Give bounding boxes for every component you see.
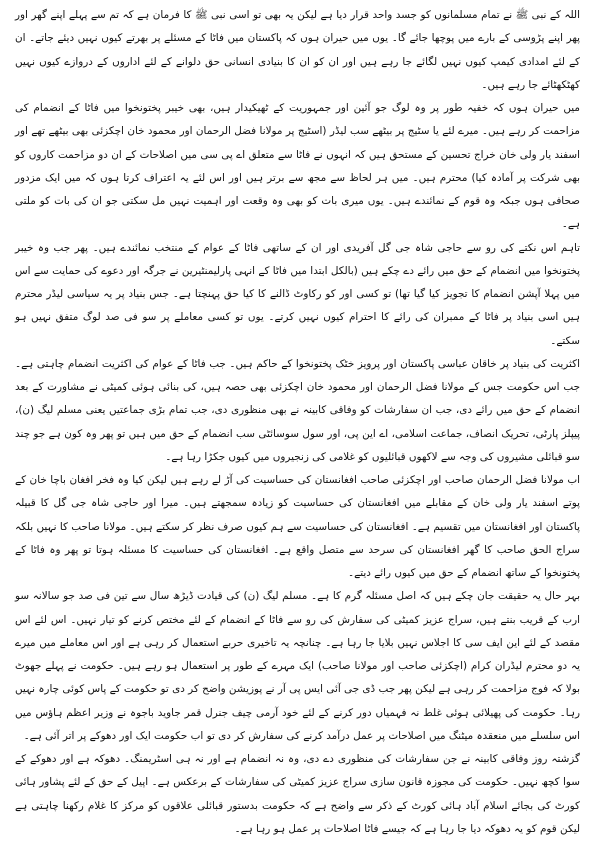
- article-paragraph: گزشتہ روز وفاقی کابینہ نے جن سفارشات کی منظوری دے دی، وہ نہ انضمام ہے اور نہ ہی اسٹریمنگ۔ دھوکہ ہے اور دھوکے کے سوا کچھ نہیں۔ حکومت کی مجوزہ قانون سازی سراج عزیز کمیٹی کی سفارشات کے برعکس ہے۔ اپیل کے حق کے لئے پشاور ہائی کورٹ کی بجائے اسلام آباد ہائی کورٹ کے ذکر سے واضح ہے کہ حکومت بدستور قبائلی علاقوں کو مرکز کا غلام رکھنا چاہتی ہے لیکن قوم کو یہ دھوکہ دیا جا رہا ہے کہ جیسے فاٹا اصلاحات پر عمل ہو رہا ہے۔: [15, 753, 580, 835]
- article-paragraph: اب مولانا فضل الرحمان صاحب اور اچکزئی صاحب افغانستان کی حساسیت کی آڑ لے رہے ہیں لیکن کیا وہ فخر افغان باچا خان کے پوتے اسفند یار ولی خان کے مقابلے میں افغانستان کی حساسیت کو زیادہ سمجھتے ہیں۔ میرا اور حاجی شاہ جی گل کا قبیلہ پاکستان اور افغانستان میں تقسیم ہے۔ افغانستان کی حساسیت سے ہم کیوں صرف نظر کر سکتے ہیں۔ مولانا صاحب کا نہیں بلکہ سراج الحق صاحب کا گھر افغانستان کی سرحد سے متصل واقع ہے۔ افغانستان کی حساسیت کا مسئلہ ہوتا تو پھر وہ فاٹا کے پختونخوا کے ساتھ انضمام کے حق میں کیوں رائے دیتے۔: [15, 474, 580, 579]
- article-paragraph: اکثریت کی بنیاد پر خاقان عباسی پاکستان اور پرویز خٹک پختونخوا کے حاکم ہیں۔ جب فاٹا کے عوام کی اکثریت انضمام چاہتی ہے۔ جب اس حکومت جس کے مولانا فضل الرحمان اور محمود خان اچکزئی بھی حصہ ہیں، کی بنائی ہوئی کمیٹی نے مشاورت کے بعد انضمام کے حق میں رائے دی، جب ان سفارشات کو وفاقی کابینہ نے بھی منظوری دی، جب تمام بڑی جماعتیں یعنی مسلم لیگ (ن)، پیپلز پارٹی، تحریک انصاف، جماعت اسلامی، اے این پی، اور سول سوسائٹی سب انضمام کے حق میں ہیں تو پھر وہ کون ہے جو چند سو قبائلی مشیروں کی وجہ سے لاکھوں قبائلیوں کو غلامی کی زنجیروں میں کیوں جکڑا رہا ہے۔: [15, 357, 580, 463]
- article-paragraph: بہر حال یہ حقیقت جان چکے ہیں کہ اصل مسئلہ گرم کا ہے۔ مسلم لیگ (ن) کی قیادت ڈیڑھ سال سے تین فی صد جو سالانہ سو ارب کے قریب بنتے ہیں، سراج عزیز کمیٹی کی سفارش کی رو سے فاٹا کے انضمام کے لئے مختص کرنے کو تیار نہیں۔ اس لئے اس مقصد کے لئے این ایف سی کا اجلاس نہیں بلایا جا رہا ہے۔ چنانچہ یہ تاخیری حربے استعمال کر رہی ہے اور اس معاملے میں میرے یہ دو محترم لیڈران کرام (اچکزئی صاحب اور مولانا صاحب) ایک مہرے کے طور پر استعمال ہو رہے ہیں۔ حکومت نے پہلے جھوٹ بولا کہ فوج مزاحمت کر رہی ہے لیکن پھر جب ڈی جی آئی ایس پی آر نے پوزیشن واضح کر دی تو حکومت کے پاس کوئی چارہ نہیں رہا۔ حکومت کی پھیلائی ہوئی غلط نہ فہمیاں دور کرنے کے لئے خود آرمی چیف جنرل قمر جاوید باجوہ نے وزیر اعظم ہاؤس میں اس سلسلے میں منعقدہ میٹنگ میں اصلاحات پر عمل درآمد کرنے کی سفارش کر دی تو اب حکومت ایک اور دھوکے پر اتر آئی ہے۔: [15, 590, 580, 742]
- article-paragraph: تاہم اس نکتے کی رو سے حاجی شاہ جی گل آفریدی اور ان کے ساتھی فاٹا کے عوام کے منتخب نمائندے ہیں۔ پھر جب وہ خیبر پختونخوا میں انضمام کے حق میں رائے دے چکے ہیں (بالکل ابتدا میں فاٹا کے انہی پارلیمنٹیرین نے جرگہ اور دعوے کی حمایت سے اس میں پہلا آپشن انضمام کا تجویز کیا گیا تھا) تو کسی اور کو رکاوٹ ڈالنے کا کیا حق پہنچتا ہے۔ جس بنیاد پر یہ سیاسی لیڈر محترم ہیں اسی بنیاد پر فاٹا کے ممبران کی رائے کا احترام کیوں نہیں کرتے۔ یوں تو کسی معاملے پر سو فی صد لوگ متفق نہیں ہو سکتے۔: [15, 241, 580, 347]
- article-paragraph: میں حیران ہوں کہ خفیہ طور پر وہ لوگ جو آئین اور جمہوریت کے ٹھیکیدار ہیں، بھی خیبر پختونخوا میں فاٹا کے انضمام کی مزاحمت کر رہے ہیں۔ میرے لئے یا سٹیج پر بیٹھے سب لیڈر (اسٹیج پر مولانا فضل الرحمان اور محمود خان اچکزئی بھی بیٹھے تھے اور اسفند یار ولی خان خراج تحسین کے مستحق ہیں کہ انہوں نے فاٹا سے متعلق اے پی سی میں اصلاحات کے ان دو مزاحمت کاروں کو بھی شرکت پر آمادہ کیا) محترم ہیں۔ میں ہر لحاظ سے مجھ سے برتر ہیں اور اس لئے یہ اعتراف کرتا ہوں کہ میں ایک مزدور صحافی ہوں جبکہ وہ قوم کے نمائندے ہیں۔ یوں میری بات کو بھی وہ وقعت اور اہمیت نہیں مل سکتی جو ان کی بات کو ملتی ہے۔: [15, 102, 580, 231]
- article-paragraph: اللہ کے نبی ﷺ نے تمام مسلمانوں کو جسد واحد قرار دیا ہے لیکن یہ بھی تو اسی نبی ﷺ کا فرمان ہے کہ تم سے پہلے اپنے گھر اور پھر اپنے پڑوسی کے بارے میں پوچھا جائے گا۔ یوں میں حیران ہوں کہ پاکستان میں فاٹا کے مسئلے پر بھرتے کیوں نہیں دیئے جاتے۔ ان کے لئے امدادی کیمپ کیوں نہیں لگائے جا رہے ہیں اور ان کو ان کا بنیادی انسانی حق دلوانے کے لئے اداروں کے دروازے کیوں نہیں کھٹکھٹائے جا رہے ہیں۔: [15, 9, 580, 91]
